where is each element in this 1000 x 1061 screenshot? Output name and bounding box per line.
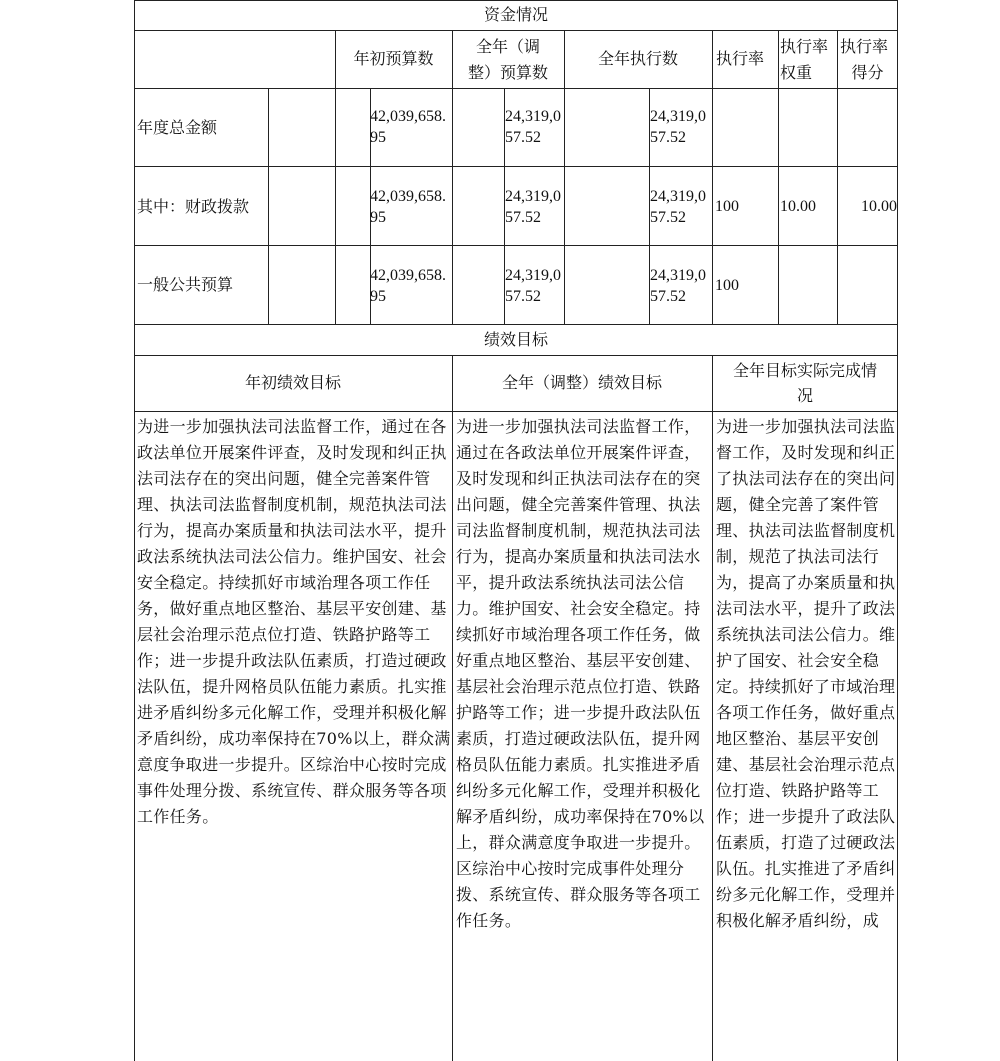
row-divider [134,30,898,31]
initial-budget-value: 42,039,658.95 [370,188,446,226]
header-score-line2: 得分 [851,63,884,82]
adjusted-budget-value: 24,319,057.52 [505,267,561,305]
header-actual-completion-line2: 况 [796,386,813,405]
row-label: 年度总金额 [137,118,218,137]
actual-completion-text: 为进一步加强执法司法监督工作，及时发现和纠正了执法司法存在的突出问题，健全完善了案件管理、执法司法监督制度机制，规范了执法司法行为，提高了办案质量和执法司法水平，提升了政法系统执法司法公信力。维护了国安、社会安全稳定。持续抓好了市域治理各项工作任务，做好重点地区整治、基层平安创建、基层社会治理示范点位打造、铁路护路等工作；进一步提升了政法队伍素质，打造了过硬政法队伍。扎实推进了矛盾纠纷多元化解工作，受理并积极化解矛盾纠纷，成 [716,417,896,930]
goals-section-title: 绩效目标 [483,330,548,349]
rate-value: 100 [715,277,739,294]
col-divider [452,355,453,1061]
border-right [897,0,898,1061]
initial-budget-value: 42,039,658.95 [370,267,446,305]
col-divider [335,30,336,324]
executed-value: 24,319,057.52 [650,267,706,305]
initial-budget-value: 42,039,658.95 [370,108,446,146]
row-label: 一般公共预算 [137,275,234,294]
row-divider [134,88,898,89]
funds-section-title: 资金情况 [483,5,548,24]
rate-value: 100 [715,198,739,215]
score-value: 10.00 [861,198,897,215]
header-initial-budget: 年初预算数 [353,49,434,68]
header-adjusted-budget-line1: 全年（调 [475,37,540,56]
row-divider [134,166,898,167]
executed-value: 24,319,057.52 [650,188,706,226]
col-divider [712,30,713,324]
row-divider [134,355,898,356]
header-weight-line2: 权重 [780,63,813,82]
header-adjusted-goals: 全年（调整）绩效目标 [501,373,662,392]
col-divider [712,355,713,1061]
header-adjusted-budget-line2: 整）预算数 [467,63,548,82]
header-weight-line1: 执行率 [780,37,829,56]
col-divider [564,30,565,324]
adjusted-budget-value: 24,319,057.52 [505,188,561,226]
header-rate: 执行率 [716,49,765,68]
row-divider [134,245,898,246]
adjusted-budget-value: 24,319,057.52 [505,108,561,146]
header-actual-completion-line1: 全年目标实际完成情 [732,361,877,380]
executed-value: 24,319,057.52 [650,108,706,146]
row-divider [134,324,898,325]
performance-table [134,0,898,1061]
header-initial-goals: 年初绩效目标 [244,373,341,392]
header-score-line1: 执行率 [840,37,889,56]
weight-value: 10.00 [780,198,816,215]
row-divider [134,411,898,412]
header-executed: 全年执行数 [597,49,678,68]
row-label: 其中：财政拨款 [137,197,250,216]
col-divider [778,30,779,324]
border-left [134,0,135,1061]
initial-goals-text: 为进一步加强执法司法监督工作，通过在各政法单位开展案件评查，及时发现和纠正执法司法存在的突出问题，健全完善案件管理、执法司法监督制度机制，规范执法司法行为，提高办案质量和执法司法水平，提升政法系统执法司法公信力。维护国安、社会安全稳定。持续抓好市域治理各项工作任务，做好重点地区整治、基层平安创建、基层社会治理示范点位打造、铁路护路等工作；进一步提升政法队伍素质，打造过硬政法队伍，提升网格员队伍能力素质。扎实推进矛盾纠纷多元化解工作，受理并积极化解矛盾纠纷，成功率保持在70%以上，群众满意度争取进一步提升。区综治中心按时完成事件处理分拨、系统宣传、群众服务等各项工作任务。 [137,417,451,826]
adjusted-goals-text: 为进一步加强执法司法监督工作，通过在各政法单位开展案件评查，及时发现和纠正执法司法存在的突出问题，健全完善案件管理、执法司法监督制度机制，规范执法司法行为，提高办案质量和执法司法水平，提升政法系统执法司法公信力。维护国安、社会安全稳定。持续抓好市域治理各项工作任务，做好重点地区整治、基层平安创建、基层社会治理示范点位打造、铁路护路等工作；进一步提升政法队伍素质，打造过硬政法队伍，提升网格员队伍能力素质。扎实推进矛盾纠纷多元化解工作，受理并积极化解矛盾纠纷，成功率保持在70%以上，群众满意度争取进一步提升。区综治中心按时完成事件处理分拨、系统宣传、群众服务等各项工作任务。 [456,417,705,930]
border-top [134,0,898,1]
